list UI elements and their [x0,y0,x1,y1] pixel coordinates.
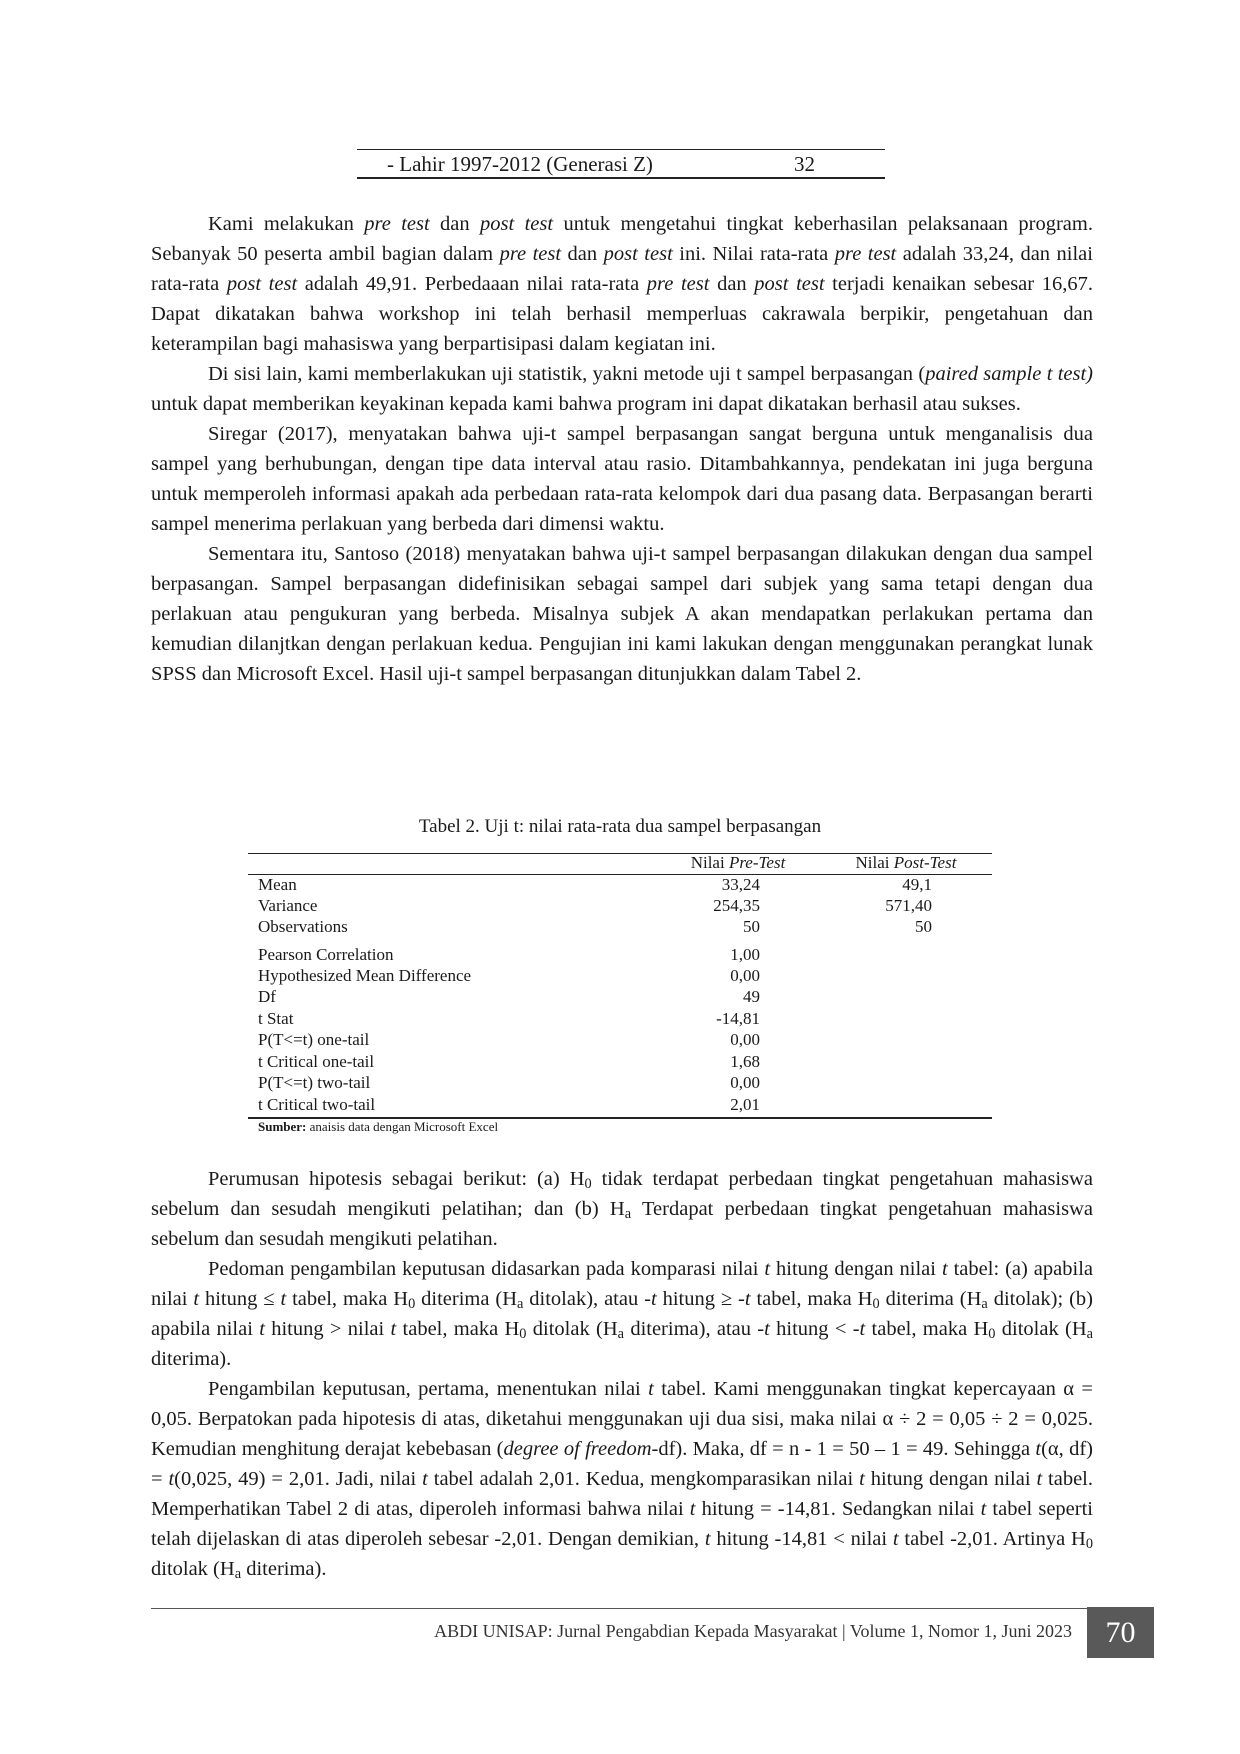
body-text-upper [151,209,1093,689]
body-text-lower [151,1164,1093,1584]
paragraph-pretest: Kami melakukan pre test dan post test untuk mengetahui tingkat keberhasilan pelaksanaan program. Sebanyak 50 peserta ambil bagian dalam pre test dan post test ini. Nilai rata-rata pre test adalah 33,24, dan nilai rata-rata post test adalah 49,91. Perbedaaan nilai rata-rata pre test dan post test terjadi kenaikan sebesar 16,67. Dapat dikatakan bahwa workshop ini telah berhasil memperluas cakrawala berpikir, pengetahuan dan keterampilan bagi mahasiswa yang berpartisipasi dalam kegiatan ini. [151,213,1093,355]
table-row: Pearson Correlation 1,00 [258,945,760,964]
table-row: t Stat -14,81 [258,1009,760,1028]
col-header-pretest: Nilai Pre-Test [690,853,786,872]
page-number: 70 [1087,1607,1154,1658]
paragraph-uji-statistik: Di sisi lain, kami memberlakukan uji statistik, yakni metode uji t sampel berpasangan (paired sample t test) untuk dapat memberikan keyakinan kepada kami bahwa program ini dapat dikatakan berhasil atau sukses. [151,363,1094,415]
row-label: - Lahir 1997-2012 (Generasi Z) [387,152,653,176]
row-value: 32 [794,152,815,176]
table-source-note: Sumber: anaisis data dengan Microsoft Excel [258,1119,499,1134]
table-top-rule [357,149,885,150]
footer-rule [151,1608,1087,1609]
paragraph-pedoman: Pedoman pengambilan keputusan didasarkan pada komparasi nilai t hitung dengan nilai t tabel: (a) apabila nilai t hitung ≤ t tabel, maka $H_0$ diterima ($H_a$ ditolak), atau -t hitung ≥ -t tabel, maka $H_0$ diterima ($H_a$ ditolak); (b) apabila nilai t hitung > nilai t tabel, maka $H_0$ ditolak ($H_a$ diterima), atau -t hitung < -t tabel, maka $H_0$ ditolak ($H_a$ diterima). [151,1258,1094,1370]
table-caption: Tabel 2. Uji t: nilai rata-rata dua sampel berpasangan [418,816,822,837]
continued-table-row [357,149,885,179]
table-row: Mean 33,24 49,1 [258,875,932,894]
table-row: P(T<=t) one-tail 0,00 [258,1030,760,1049]
table-row: Hypothesized Mean Difference 0,00 [258,966,760,985]
stats-header-row [248,853,992,874]
table-row: Variance 254,35 571,40 [258,896,932,915]
paragraph-pengambilan-keputusan: Pengambilan keputusan, pertama, menentukan nilai t tabel. Kami menggunakan tingkat kepercayaan α = 0,05. Berpatokan pada hipotesis di atas, diketahui menggunakan uji dua sisi, maka nilai α ÷ 2 = 0,05 ÷ 2 = 0,025. Kemudian menghitung derajat kebebasan (degree of freedom-df). Maka, df = n - 1 = 50 – 1 = 49. Sehingga t(α, df) = t(0,025, 49) = 2,01. Jadi, nilai t tabel adalah 2,01. Kedua, mengkomparasikan nilai t hitung dengan nilai t tabel. Memperhatikan Tabel 2 di atas, diperoleh informasi bahwa nilai t hitung = -14,81. Sedangkan nilai t tabel seperti telah dijelaskan di atas diperoleh sebesar -2,01. Dengan demikian, t hitung -14,81 < nilai t tabel -2,01. Artinya $H_0$ ditolak ($H_a$ diterima). [151,1378,1094,1582]
table-row: Observations 50 50 [258,917,932,936]
table-row: t Critical two-tail 2,01 [258,1095,760,1114]
paragraph-hipotesis: Perumusan hipotesis sebagai berikut: (a) $H_0$ tidak terdapat perbedaan tingkat pengetahuan mahasiswa sebelum dan sesudah mengikuti pelatihan; dan (b) $H_a$ Terdapat perbedaan tingkat pengetahuan mahasiswa sebelum dan sesudah mengikuti pelatihan. [151,1168,1093,1250]
table-row: P(T<=t) two-tail 0,00 [258,1073,760,1092]
col-header-posttest: Nilai Post-Test [855,853,957,872]
table-bottom-rule [357,177,885,179]
journal-footer: ABDI UNISAP: Jurnal Pengabdian Kepada Masyarakat | Volume 1, Nomor 1, Juni 2023 [434,1621,1072,1641]
paragraph-santoso: Sementara itu, Santoso (2018) menyatakan bahwa uji-t sampel berpasangan dilakukan dengan dua sampel berpasangan. Sampel berpasangan didefinisikan sebagai sampel dari subjek yang sama tetapi dengan dua perlakuan atau pengukuran yang berbeda. Misalnya subjek A akan mendapatkan perlakukan pertama dan kemudian dilanjtkan dengan perlakuan kedua. Pengujian ini kami lakukan dengan menggunakan perangkat lunak SPSS dan Microsoft Excel. Hasil uji-t sampel berpasangan ditunjukkan dalam Tabel 2. [151,543,1093,685]
table-row: t Critical one-tail 1,68 [258,1052,760,1071]
table-row: Df 49 [258,987,760,1006]
paragraph-siregar: Siregar (2017), menyatakan bahwa uji-t sampel berpasangan sangat berguna untuk menganalisis dua sampel yang berhubungan, dengan tipe data interval atau rasio. Ditambahkannya, pendekatan ini juga berguna untuk memperoleh informasi apakah ada perbedaan rata-rata kelompok dari dua pasang data. Berpasangan berarti sampel menerima perlakuan yang berbeda dari dimensi waktu. [151,423,1093,535]
